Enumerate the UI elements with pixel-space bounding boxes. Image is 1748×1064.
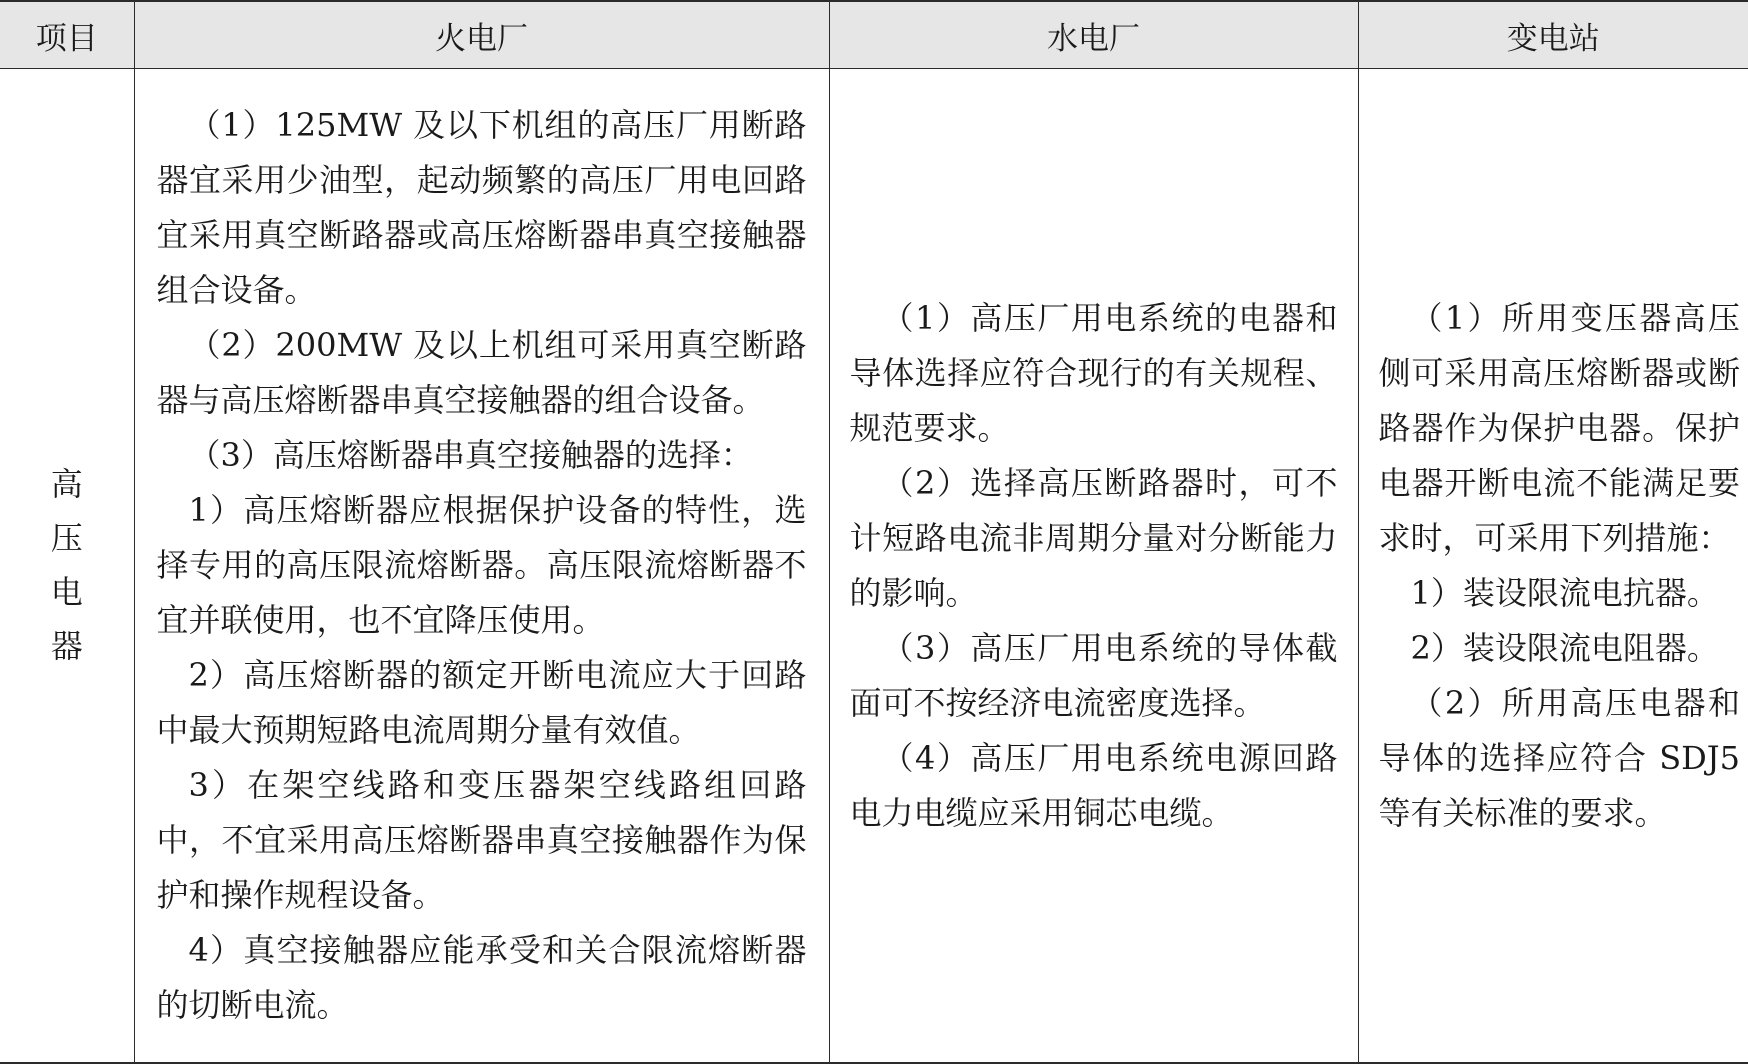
fire-plant-paragraph: 2）高压熔断器的额定开断电流应大于回路中最大预期短路电流周期分量有效值。 — [156, 656, 807, 749]
fire-plant-paragraph: （1）125MW 及以下机组的高压厂用断路器宜采用少油型，起动频繁的高压厂用电回路宜采用真空断路器或高压熔断器串真空接触器组合设备。 — [156, 106, 807, 309]
fire-plant-paragraph: （3）高压熔断器串真空接触器的选择： — [188, 436, 753, 474]
fire-plant-paragraph: 4）真空接触器应能承受和关合限流熔断器的切断电流。 — [156, 931, 807, 1024]
header-fire-plant: 火电厂 — [134, 1, 829, 69]
fire-plant-paragraph: 3）在架空线路和变压器架空线路组回路中，不宜采用高压熔断器串真空接触器作为保护和操作规程设备。 — [156, 766, 807, 914]
fire-plant-cell — [134, 69, 829, 1064]
row-label-char: 高 — [50, 465, 83, 503]
substation-paragraph: （1）所用变压器高压侧可采用高压熔断器或断路器作为保护电器。保护电器开断电流不能满足要求时，可采用下列措施： — [1378, 298, 1740, 557]
fire-plant-paragraph: （2）200MW 及以上机组可采用真空断路器与高压熔断器串真空接触器的组合设备。 — [156, 326, 807, 419]
row-label-char: 电 — [50, 573, 83, 611]
hydro-plant-paragraph: （3）高压厂用电系统的导体截面可不按经济电流密度选择。 — [849, 628, 1338, 722]
substation-paragraph: 1）装设限流电抗器。 — [1410, 573, 1719, 612]
hydro-plant-paragraph: （4）高压厂用电系统电源回路电力电缆应采用铜芯电缆。 — [849, 738, 1338, 832]
hydro-plant-paragraph: （1）高压厂用电系统的电器和导体选择应符合现行的有关规程、规范要求。 — [849, 298, 1338, 447]
header-item: 项目 — [0, 1, 134, 69]
hydro-plant-cell — [829, 69, 1358, 1064]
substation-paragraph: （2）所用高压电器和导体的选择应符合 SDJ5 等有关标准的要求。 — [1378, 683, 1740, 832]
fire-plant-paragraph: 1）高压熔断器应根据保护设备的特性，选择专用的高压限流熔断器。高压限流熔断器不宜并联使用，也不宜降压使用。 — [156, 491, 807, 639]
row-label-char: 器 — [50, 627, 83, 665]
header-hydro-plant: 水电厂 — [829, 1, 1358, 69]
row-label-char: 压 — [50, 519, 83, 557]
substation-paragraph: 2）装设限流电阻器。 — [1410, 628, 1719, 667]
high-voltage-apparatus-row — [0, 69, 1748, 1064]
hydro-plant-paragraph: （2）选择高压断路器时，可不计短路电流非周期分量对分断能力的影响。 — [849, 463, 1338, 612]
header-substation: 变电站 — [1358, 1, 1748, 69]
header-row — [0, 1, 1748, 69]
row-label-vertical — [47, 457, 87, 673]
row-label-cell — [0, 69, 134, 1064]
substation-cell — [1358, 69, 1748, 1064]
